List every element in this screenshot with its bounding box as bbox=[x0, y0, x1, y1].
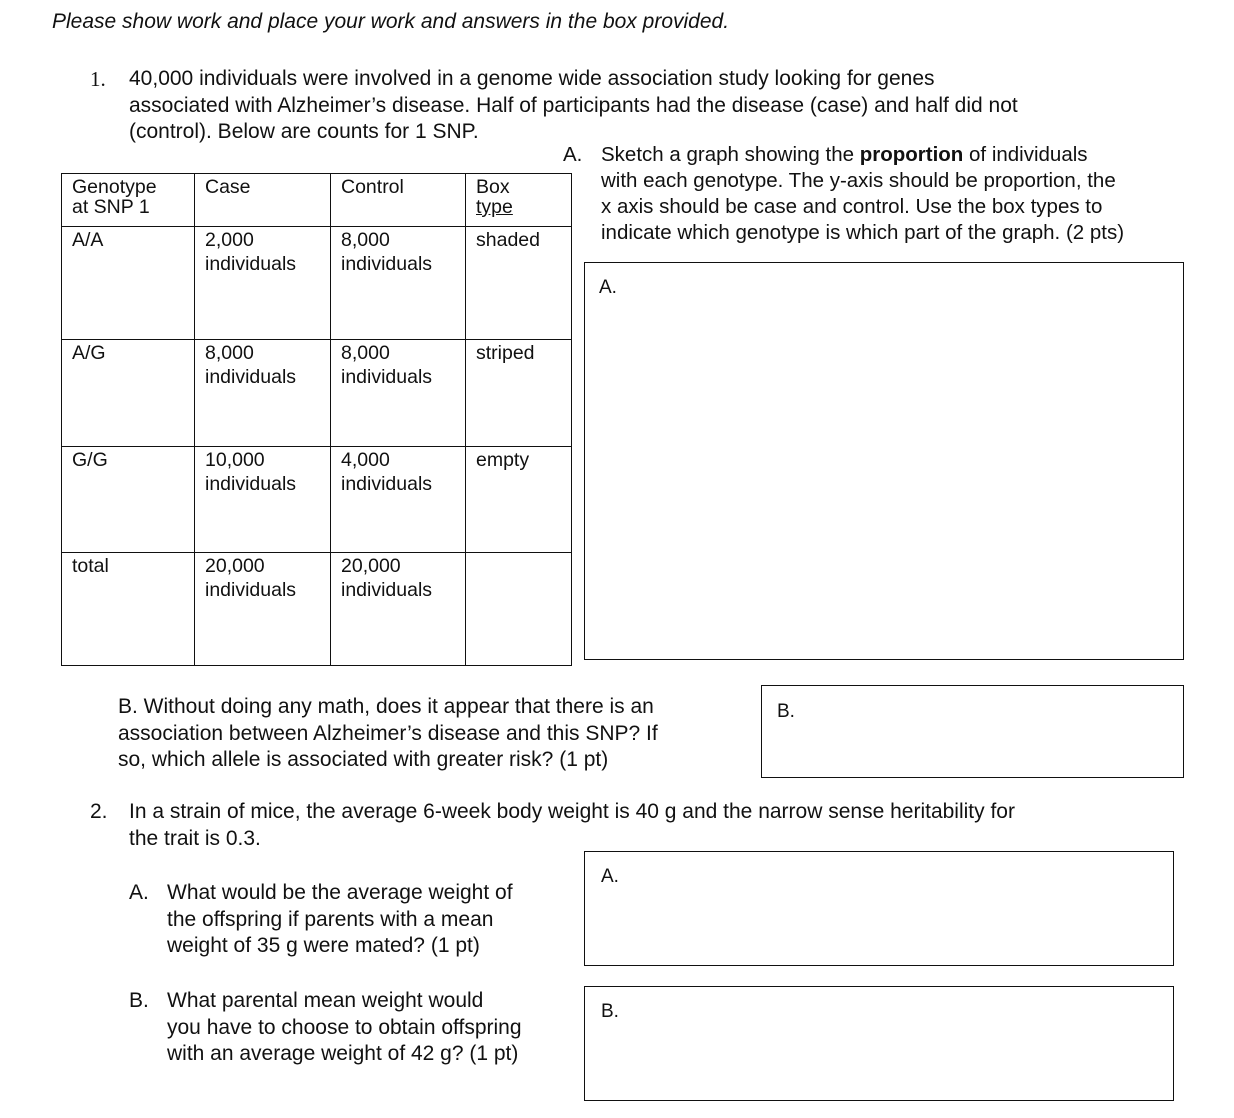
header-case: Case bbox=[195, 174, 331, 227]
question-1-text bbox=[129, 66, 1189, 146]
q1-part-a-prompt: A. Sketch a graph showing the proportion of individuals with each genotype. The y-axis should be proportion, the x axis should be case and control. Use the box types to indicate which genotype is which part of the graph. (2 pts) bbox=[563, 143, 1125, 244]
answer-box-label: B. bbox=[777, 701, 795, 722]
question-1-line: associated with Alzheimer’s disease. Half of participants had the disease (case) and half did not bbox=[129, 93, 1018, 117]
q1-part-a-answer-box[interactable] bbox=[584, 262, 1184, 660]
question-1-line: 40,000 individuals were involved in a genome wide association study looking for genes bbox=[129, 67, 935, 90]
question-2-text: In a strain of mice, the average 6-week body weight is 40 g and the narrow sense heritability for the trait is 0.3. bbox=[129, 800, 1015, 850]
q1-part-b-answer-box[interactable] bbox=[761, 685, 1184, 778]
table-row bbox=[62, 553, 572, 666]
question-1-line: (control). Below are counts for 1 SNP. bbox=[129, 120, 479, 143]
genotype-cell: A/A bbox=[62, 227, 195, 340]
q1-part-a-letter: A. bbox=[563, 143, 583, 166]
q2-part-a-letter: A. bbox=[129, 881, 149, 904]
q2-part-a-prompt: A. What would be the average weight of the offspring if parents with a mean weight of 35 g were mated? (1 pt) bbox=[129, 880, 579, 960]
answer-box-label: A. bbox=[601, 866, 619, 887]
answer-box-label: B. bbox=[601, 1001, 619, 1022]
table-header-row bbox=[62, 174, 572, 227]
genotype-cell: total bbox=[62, 553, 195, 666]
control-count-cell: 8,000 individuals bbox=[331, 340, 466, 447]
table-row bbox=[62, 340, 572, 447]
question-1-number: 1. bbox=[90, 67, 106, 91]
box-type-cell: shaded bbox=[466, 227, 572, 340]
answer-box-label: A. bbox=[599, 277, 617, 298]
case-count-cell: 10,000 individuals bbox=[195, 447, 331, 553]
case-count-cell: 8,000 individuals bbox=[195, 340, 331, 447]
control-count-cell: 8,000 individuals bbox=[331, 227, 466, 340]
box-type-cell bbox=[466, 553, 572, 666]
table-row bbox=[62, 227, 572, 340]
table-row bbox=[62, 447, 572, 553]
header-genotype: Genotype at SNP 1 bbox=[62, 174, 195, 227]
box-type-cell: striped bbox=[466, 340, 572, 447]
q2-part-b-letter: B. bbox=[129, 989, 149, 1012]
case-count-cell: 20,000 individuals bbox=[195, 553, 331, 666]
snp-count-table bbox=[61, 173, 572, 666]
control-count-cell: 20,000 individuals bbox=[331, 553, 466, 666]
control-count-cell: 4,000 individuals bbox=[331, 447, 466, 553]
genotype-cell: A/G bbox=[62, 340, 195, 447]
genotype-cell: G/G bbox=[62, 447, 195, 553]
instructions: Please show work and place your work and answers in the box provided. bbox=[52, 10, 730, 33]
header-control: Control bbox=[331, 174, 466, 227]
q2-part-a-answer-box[interactable] bbox=[584, 851, 1174, 966]
header-box-type: Box type bbox=[466, 174, 572, 227]
q2-part-b-answer-box[interactable] bbox=[584, 986, 1174, 1101]
q2-part-b-prompt: B. What parental mean weight would you have to choose to obtain offspring with an average weight of 42 g? (1 pt) bbox=[129, 988, 579, 1068]
q1-part-b-prompt: B. Without doing any math, does it appear that there is an association between Alzheimer’s disease and this SNP? If so, which allele is associated with greater risk? (1 pt) bbox=[118, 695, 658, 771]
question-2-number: 2. bbox=[90, 800, 108, 823]
box-type-cell: empty bbox=[466, 447, 572, 553]
case-count-cell: 2,000 individuals bbox=[195, 227, 331, 340]
